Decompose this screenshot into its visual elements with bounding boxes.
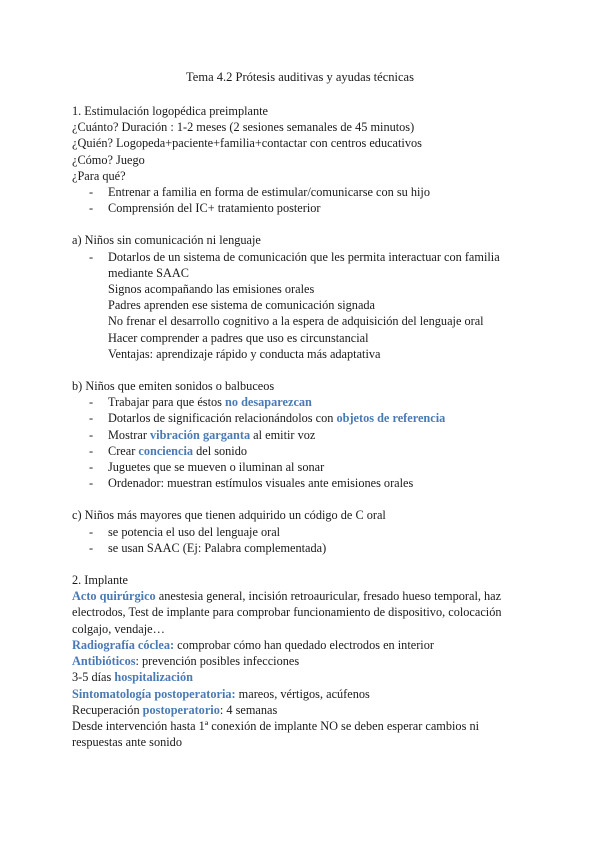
highlight-term: Antibióticos [72, 654, 136, 669]
section-1-heading: 1. Estimulación logopédica preimplante [72, 104, 269, 118]
cuanto-line: ¿Cuánto? Duración : 1-2 meses (2 sesiones semanales de 45 minutos) [72, 120, 415, 135]
list-item: - se potencia el uso del lenguaje oral [72, 524, 532, 540]
section-b-heading: b) Niños que emiten sonidos o balbuceos [72, 379, 275, 394]
recuperacion-line: Recuperación postoperatorio: 4 semanas [72, 702, 278, 717]
section-c-list [72, 524, 532, 556]
para-que-list [72, 184, 532, 216]
highlight-term: Acto quirúrgico [72, 589, 156, 604]
como-line: ¿Cómo? Juego [72, 152, 145, 167]
continuation-line: Padres aprenden ese sistema de comunicación signada [108, 298, 376, 313]
page-title: Tema 4.2 Prótesis auditivas y ayudas técnicas [186, 70, 414, 84]
hospitalizacion-line: 3-5 días hospitalización [72, 670, 193, 685]
section-b-list [72, 394, 532, 491]
list-item: - Dotarlos de un sistema de comunicación que les permita interactuar con familia mediante SAAC [72, 249, 532, 281]
sintomatologia-line: Sintomatología postoperatoria: mareos, vértigos, acúfenos [72, 686, 370, 701]
continuation-line: No frenar el desarrollo cognitivo a la espera de adquisición del lenguaje oral [108, 314, 484, 329]
list-item: - Mostrar vibración garganta al emitir voz [72, 427, 532, 443]
list-item: - Crear conciencia del sonido [72, 443, 532, 459]
document-body [72, 103, 532, 750]
list-item: - Juguetes que se mueven o iluminan al sonar [72, 459, 532, 475]
continuation-line: Signos acompañando las emisiones orales [108, 282, 315, 297]
highlight-term: postoperatorio [142, 702, 220, 717]
acto-quirurgico-paragraph: Acto quirúrgico anestesia general, incisión retroauricular, fresado hueso temporal, haz electrodos, Test de implante para comprobar funcionamiento de dispositivo, colocación colgajo, vendaje… [72, 589, 502, 636]
highlight-term: Sintomatología postoperatoria: [72, 686, 236, 701]
final-note: Desde intervención hasta 1ª conexión de implante NO se deben esperar cambios ni respuestas ante sonido [72, 718, 480, 750]
radiografia-line: Radiografía cóclea: comprobar cómo han quedado electrodos en interior [72, 637, 434, 652]
list-item: - Entrenar a familia en forma de estimular/comunicarse con su hijo [72, 184, 532, 200]
list-item: - Dotarlos de significación relacionándolos con objetos de referencia [72, 410, 532, 426]
section-c-heading: c) Niños más mayores que tienen adquirido un código de C oral [72, 508, 386, 523]
list-item: - Ordenador: muestran estímulos visuales ante emisiones orales [72, 475, 532, 491]
quien-line: ¿Quién? Logopeda+paciente+familia+contactar con centros educativos [72, 136, 422, 151]
highlight-term: hospitalización [114, 670, 193, 685]
list-item: - Comprensión del IC+ tratamiento posterior [72, 200, 532, 216]
continuation-line: Ventajas: aprendizaje rápido y conducta más adaptativa [108, 346, 381, 361]
antibioticos-line: Antibióticos: prevención posibles infecciones [72, 654, 300, 669]
highlight-term: no desaparezcan [225, 395, 312, 410]
section-a-list [72, 249, 532, 281]
list-item: - Trabajar para que éstos no desaparezcan [72, 394, 532, 410]
list-item: - se usan SAAC (Ej: Palabra complementada) [72, 540, 532, 556]
highlight-term: vibración garganta [150, 427, 251, 442]
highlight-term: Radiografía cóclea: [72, 637, 175, 652]
section-a-heading: a) Niños sin comunicación ni lenguaje [72, 233, 261, 248]
continuation-line: Hacer comprender a padres que uso es circunstancial [108, 330, 369, 345]
section-2-heading: 2. Implante [72, 573, 129, 588]
para-que-line: ¿Para qué? [72, 168, 126, 183]
highlight-term: conciencia [138, 443, 194, 458]
highlight-term: objetos de referencia [336, 411, 446, 426]
